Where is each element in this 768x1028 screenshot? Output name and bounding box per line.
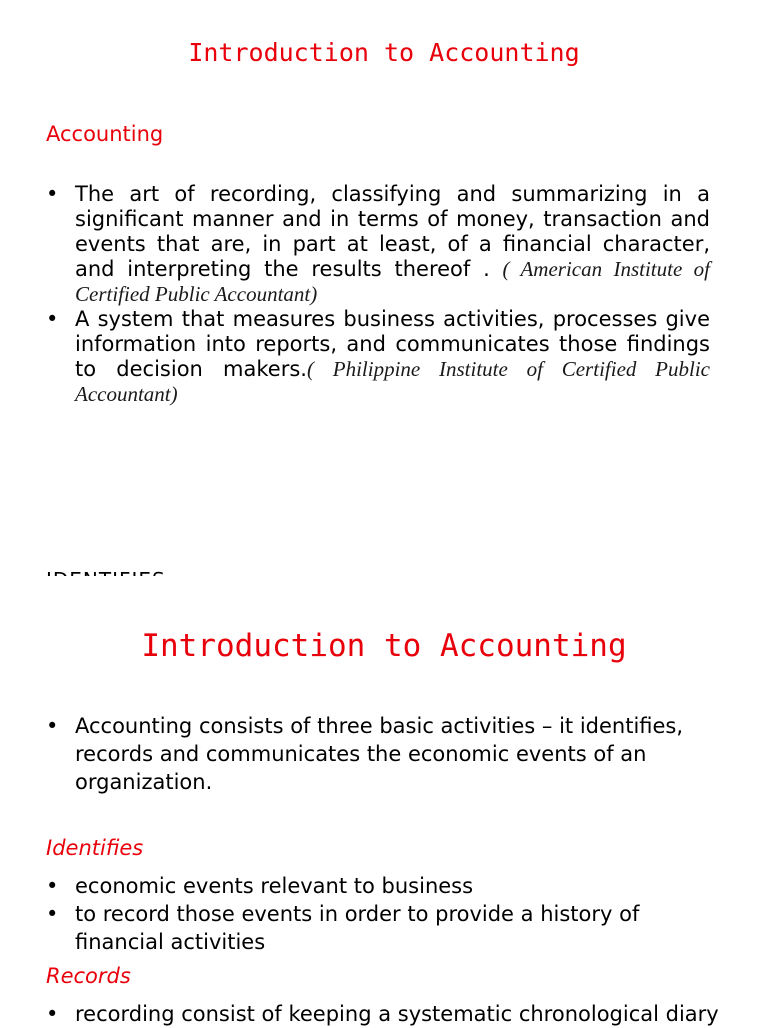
- bullet-icon: •: [46, 182, 59, 206]
- intro-item: [0, 712, 720, 796]
- intro-text: Accounting consists of three basic activities – it identifies, records and communicates the economic events of an organization.: [75, 714, 684, 794]
- list-item-text: economic events relevant to business: [75, 874, 474, 898]
- bullet-icon: •: [46, 714, 59, 738]
- bullet-icon: •: [46, 307, 59, 331]
- definition-text: A system that measures business activities, processes give information into reports, and communicates those findings to decision makers.: [75, 307, 710, 381]
- list-item: [0, 900, 720, 956]
- list-item: [0, 872, 720, 900]
- list-item-text: to record those events in order to provide a history of financial activities: [75, 902, 640, 954]
- definition-citation: ( Philippine Institute of Certified Public Accountant): [75, 357, 710, 406]
- definition-item-aicpa: [0, 182, 710, 307]
- slide-2: [0, 576, 768, 1024]
- records-heading: Records: [46, 964, 131, 988]
- definition-item-picpa: [0, 307, 710, 407]
- list-item-text: recording consist of keeping a systematic chronological diary: [75, 1002, 719, 1026]
- accounting-heading: Accounting: [46, 122, 164, 146]
- bullet-icon: •: [46, 1002, 59, 1026]
- identifies-list: [0, 872, 720, 956]
- slide-2-title: Introduction to Accounting: [141, 628, 627, 664]
- definition-citation: ( American Institute of Certified Public Accountant): [75, 257, 710, 306]
- identifies-heading: Identifies: [46, 836, 144, 860]
- list-item: [0, 1000, 740, 1028]
- definition-text: The art of recording, classifying and summarizing in a significant manner and in terms of money, transaction and events that are, in part at least, of a financial character, and interpreting the results thereof .: [75, 182, 710, 281]
- slide-1-title: Introduction to Accounting: [188, 38, 580, 67]
- bullet-icon: •: [46, 902, 59, 926]
- records-list: [0, 1000, 740, 1028]
- definition-list: [0, 182, 710, 407]
- intro-list: [0, 712, 720, 796]
- bullet-icon: •: [46, 874, 59, 898]
